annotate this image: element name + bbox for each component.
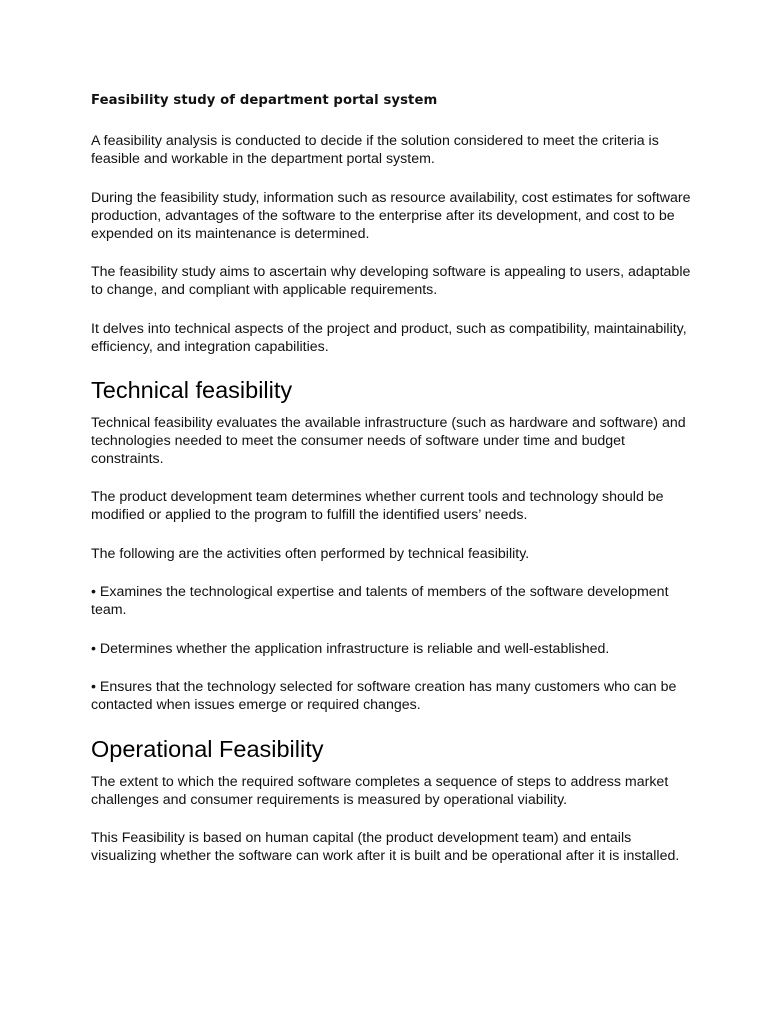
section-paragraph: The product development team determines whether current tools and technology should be modified or applied to the program to fulfill the identified users’ needs. (91, 489, 664, 523)
section-heading-technical-feasibility: Technical feasibility (91, 376, 293, 403)
section-paragraph: The following are the activities often performed by technical feasibility. (91, 545, 530, 562)
document-title: Feasibility study of department portal system (91, 93, 438, 108)
bullet-item: • Determines whether the application infrastructure is reliable and well-established. (91, 640, 610, 657)
intro-paragraph: It delves into technical aspects of the project and product, such as compatibility, maintainability, efficiency, and integration capabilities. (91, 320, 687, 355)
intro-paragraph: The feasibility study aims to ascertain why developing software is appealing to users, adaptable to change, and compliant with applicable requirements. (91, 264, 691, 298)
document-page (91, 92, 691, 886)
bullet-item: • Examines the technological expertise and talents of members of the software development team. (91, 584, 669, 618)
section-paragraph: Technical feasibility evaluates the available infrastructure (such as hardware and software) and technologies needed to meet the consumer needs of software under time and budget constraints. (91, 414, 686, 467)
section-paragraph: This Feasibility is based on human capital (the product development team) and entails visualizing whether the software can work after it is built and be operational after it is installed. (91, 830, 680, 864)
section-paragraph: The extent to which the required software completes a sequence of steps to address market challenges and consumer requirements is measured by operational viability. (91, 773, 669, 808)
intro-paragraph: A feasibility analysis is conducted to decide if the solution considered to meet the criteria is feasible and workable in the department portal system. (91, 133, 659, 167)
intro-paragraph: During the feasibility study, information such as resource availability, cost estimates for software production, advantages of the software to the enterprise after its development, and cost to be expended on its maintenance is determined. (91, 189, 691, 242)
bullet-item: • Ensures that the technology selected for software creation has many customers who can be contacted when issues emerge or required changes. (91, 679, 677, 713)
section-heading-operational-feasibility: Operational Feasibility (91, 735, 324, 762)
